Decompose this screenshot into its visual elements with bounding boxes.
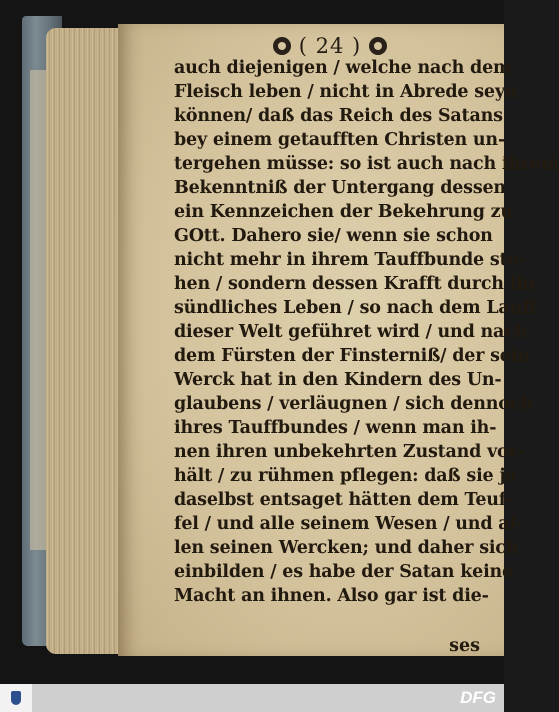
- text-line: Werck hat in den Kindern des Un-: [174, 370, 502, 390]
- library-seal-icon: [11, 691, 21, 705]
- text-line: ihres Tauffbundes / wenn man ih-: [174, 418, 497, 438]
- page-number: ( 24 ): [298, 34, 362, 58]
- dfg-logo[interactable]: DFG: [460, 688, 496, 707]
- viewer-footer: [0, 684, 504, 712]
- text-line: len seinen Wercken; und daher sich: [174, 538, 519, 558]
- text-line: daselbst entsaget hätten dem Teuf-: [174, 490, 513, 510]
- text-line: Fleisch leben / nicht in Abrede seyn: [174, 82, 518, 102]
- text-line: können/ daß das Reich des Satans: [174, 106, 503, 126]
- text-line: Bekenntniß der Untergang dessen: [174, 178, 506, 198]
- text-line: nicht mehr in ihrem Tauffbunde ste-: [174, 250, 526, 270]
- text-line: ein Kennzeichen der Bekehrung zu: [174, 202, 513, 222]
- text-line: einbilden / es habe der Satan keine: [174, 562, 513, 582]
- catchword: ses: [449, 636, 480, 656]
- library-logo[interactable]: [0, 684, 32, 712]
- page-edges: [46, 28, 126, 654]
- text-line: glaubens / verläugnen / sich dennoch: [174, 394, 533, 414]
- text-line: sündliches Leben / so nach dem Lauff: [174, 298, 537, 318]
- text-line: dieser Welt geführet wird / und nach: [174, 322, 528, 342]
- text-line: hen / sondern dessen Krafft durch ihr: [174, 274, 538, 294]
- ornament-left-icon: [273, 37, 291, 55]
- text-line: dem Fürsten der Finsterniß/ der sein: [174, 346, 530, 366]
- text-line: auch diejenigen / welche nach dem: [174, 58, 512, 78]
- text-line: fel / und alle seinem Wesen / und al-: [174, 514, 523, 534]
- text-block: [174, 56, 559, 656]
- text-line: Macht an ihnen. Also gar ist die-: [174, 586, 489, 606]
- text-line: hält / zu rühmen pflegen: daß sie ja: [174, 466, 517, 486]
- text-line: nen ihren unbekehrten Zustand vor-: [174, 442, 525, 462]
- ornament-right-icon: [369, 37, 387, 55]
- text-line: tergehen müsse: so ist auch nach ihrem: [174, 154, 559, 174]
- book-page: [118, 24, 559, 656]
- text-line: bey einem getaufften Christen un-: [174, 130, 506, 150]
- text-line: GOtt. Dahero sie/ wenn sie schon: [174, 226, 493, 246]
